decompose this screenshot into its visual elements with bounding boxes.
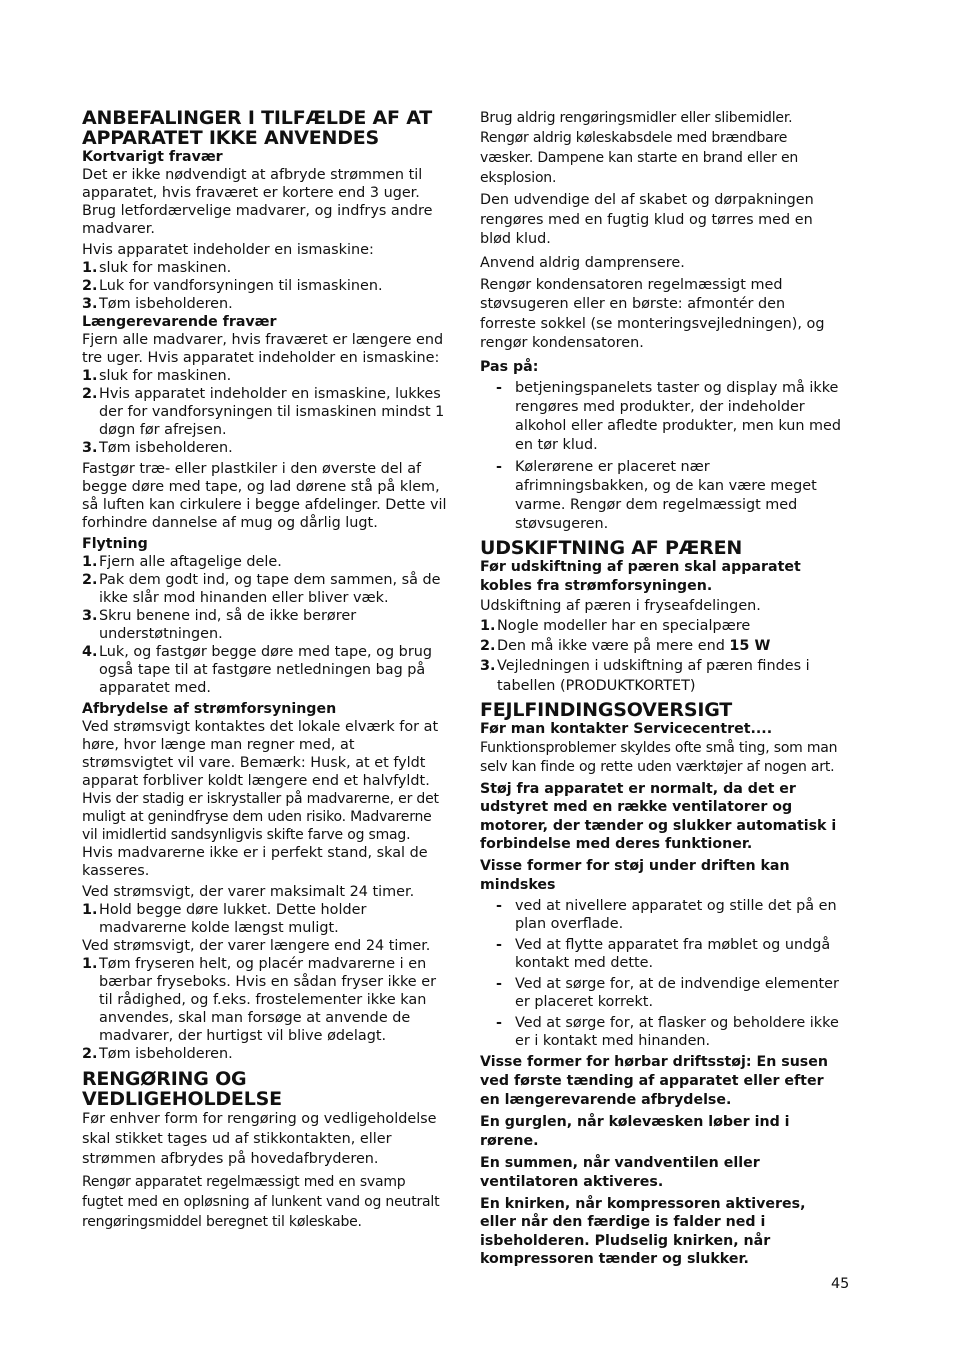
list-item: 2. Tøm isbeholderen.	[82, 1046, 233, 1062]
list-moving-steps	[82, 553, 448, 697]
list-icemaker-steps	[82, 259, 448, 313]
paragraph-cleaning-4: Den udvendige del af skabet og dørpakningen rengøres med en fugtig klud og tørres med en blød klud.	[480, 192, 814, 247]
list-item: 3. Tøm isbeholderen.	[82, 440, 233, 456]
list-power-steps-long	[82, 955, 448, 1063]
list-item: 3. Tøm isbeholderen.	[82, 296, 233, 312]
paragraph-bulb-intro: Udskiftning af pæren i fryseafdelingen.	[480, 597, 761, 614]
list-item: - Ved at sørge for, at flasker og beholdere ikke er i kontakt med hinanden.	[496, 1014, 839, 1049]
list-item: 3. Skru benene ind, så de ikke berører understøtningen.	[82, 608, 357, 642]
list-long-absence-steps	[82, 367, 448, 457]
heading-bulb: UDSKIFTNING AF PÆREN	[480, 536, 743, 559]
list-item: 2. Pak dem godt ind, og tape dem sammen, så de ikke slår mod hinanden eller bliver væk.	[82, 572, 441, 606]
paragraph-power-2: Hvis der stadig er iskrystaller på madvarerne, er det muligt at genindfryse dem uden risiko. Madvarerne vil imidlertid sandsynligvis skifte farve og smag.	[82, 791, 439, 843]
paragraph-hum: En summen, når vandventilen eller ventilatoren aktiveres.	[480, 1154, 760, 1190]
subheading-moving: Flytning	[82, 536, 148, 552]
list-item: - Kølerørene er placeret nær afrimningsbakken, og de kan være meget varme. Rengør dem regelmæssigt med støvsugeren.	[496, 458, 817, 532]
paragraph-bulb-warning: Før udskiftning af pæren skal apparatet kobles fra strømforsyningen.	[480, 558, 801, 594]
list-item: 2. Den må ikke være på mere end 15 W	[480, 637, 771, 654]
list-item: - betjeningspanelets taster og display må ikke rengøres med produkter, der indeholder alkohol eller afledte produkter, men kun med en tør klud.	[496, 379, 842, 453]
list-item: 1. Fjern alle aftagelige dele.	[82, 554, 282, 570]
left-column	[82, 108, 448, 1232]
subheading-long-absence: Længerevarende fravær	[82, 314, 277, 330]
subheading-caution: Pas på:	[480, 358, 539, 375]
list-power-steps-short	[82, 901, 448, 937]
paragraph-power-3: Hvis madvarerne ikke er i perfekt stand, skal de kasseres.	[82, 845, 428, 879]
list-bulb-steps	[480, 616, 844, 696]
list-item: 1. Hold begge døre lukket. Dette holder madvarerne kolde længst muligt.	[82, 902, 367, 936]
list-item: - ved at nivellere apparatet og stille det på en plan overflade.	[496, 897, 837, 932]
paragraph-cleaning-2: Rengør apparatet regelmæssigt med en svamp fugtet med en opløsning af lunkent vand og neutralt rengøringsmiddel beregnet til køleskabe.	[82, 1174, 440, 1230]
paragraph-cleaning-6: Rengør kondensatoren regelmæssigt med støvsugeren eller en børste: afmontér den forreste sokkel (se monteringsvejledningen), og rengør kondensatoren.	[480, 276, 825, 351]
paragraph-creak: En knirken, når kompressoren aktiveres, eller når den færdige is falder ned i isbeholderen. Pludselig knirken, når kompressoren tænder og slukker.	[480, 1195, 806, 1267]
list-noise-reduce	[480, 897, 844, 1050]
paragraph-door-wedges: Fastgør træ- eller plastkiler i den øverste del af begge døre med tape, og lad dørene stå på klem, så luften kan cirkulere i begge afdelinger. Dette vil forhindre dannelse af mug og dårlig lugt.	[82, 461, 447, 531]
paragraph-power-5: Ved strømsvigt, der varer længere end 24 timer.	[82, 938, 431, 954]
heading-troubleshooting: FEJLFINDINGSOVERSIGT	[480, 698, 733, 721]
subheading-short-absence: Kortvarigt fravær	[82, 149, 223, 165]
list-caution	[480, 379, 844, 534]
paragraph-cleaning-1: Før enhver form for rengøring og vedligeholdelse skal stikket tages ud af stikkontakten, eller strømmen afbrydes på hovedafbryderen.	[82, 1111, 437, 1167]
list-item: 3. Vejledningen i udskiftning af pæren findes i tabellen (PRODUKTKORTET)	[480, 657, 810, 694]
subheading-power-failure: Afbrydelse af strømforsyningen	[82, 701, 337, 717]
paragraph-power-4: Ved strømsvigt, der varer maksimalt 24 timer.	[82, 884, 415, 900]
paragraph-power-1: Ved strømsvigt kontaktes det lokale elværk for at høre, hvor længe man regner med, at strømsvigtet vil vare. Bemærk: Husk, at et fyldt apparat forbliver koldt længere end et halvfyldt.	[82, 719, 439, 789]
paragraph-long-absence: Fjern alle madvarer, hvis fraværet er længere end tre uger. Hvis apparatet indeholder en ismaskine:	[82, 332, 444, 366]
list-item: 2. Hvis apparatet indeholder en ismaskine, lukkes der for vandforsyningen til ismaskinen mindst 1 døgn før afrejsen.	[82, 386, 445, 438]
paragraph-small-problems: Funktionsproblemer skyldes ofte små ting, som man selv kan finde og rette uden værktøjer af nogen art.	[480, 739, 838, 775]
list-item: 2. Luk for vandforsyningen til ismaskinen.	[82, 278, 383, 294]
right-column	[480, 108, 844, 1269]
paragraph-audible-noise: Visse former for hørbar driftsstøj: En susen ved første tænding af apparatet eller efter en længerevarende afbrydelse.	[480, 1053, 828, 1108]
paragraph-cleaning-5: Anvend aldrig damprensere.	[480, 254, 685, 271]
paragraph-short-absence: Det er ikke nødvendigt at afbryde strømmen til apparatet, hvis fraværet er kortere end 3 uger. Brug letfordærvelige madvarer, og indfrys andre madvarer.	[82, 167, 433, 237]
paragraph-noise-normal: Støj fra apparatet er normalt, da det er udstyret med en række ventilatorer og motorer, der tænder og slukker automatisk i forbindelse med deres funktioner.	[480, 780, 837, 852]
paragraph-icemaker-intro: Hvis apparatet indeholder en ismaskine:	[82, 242, 374, 258]
page-number: 45	[831, 1276, 850, 1292]
list-item: 1. Nogle modeller har en specialpære	[480, 617, 751, 634]
list-item: 4. Luk, og fastgør begge døre med tape, og brug også tape til at fastgøre netledningen bag på apparatet med.	[82, 644, 432, 696]
paragraph-cleaning-3: Brug aldrig rengøringsmidler eller slibemidler. Rengør aldrig køleskabsdele med brændbare væsker. Dampene kan starte en brand eller en eksplosion.	[480, 110, 799, 186]
paragraph-before-service: Før man kontakter Servicecentret....	[480, 720, 773, 737]
paragraph-gurgle: En gurglen, når kølevæsken løber ind i rørene.	[480, 1113, 790, 1149]
list-item: 1. sluk for maskinen.	[82, 260, 232, 276]
list-item: 1. sluk for maskinen.	[82, 368, 232, 384]
list-item: - Ved at sørge for, at de indvendige elementer er placeret korrekt.	[496, 975, 839, 1010]
list-item: - Ved at flytte apparatet fra møblet og undgå kontakt med dette.	[496, 936, 831, 971]
paragraph-noise-reduce: Visse former for støj under driften kan mindskes	[480, 857, 790, 893]
heading-not-in-use: ANBEFALINGER I TILFÆLDE AF AT APPARATET IKKE ANVENDES	[82, 107, 433, 149]
heading-cleaning: RENGØRING OG VEDLIGEHOLDELSE	[82, 1068, 282, 1110]
list-item: 1. Tøm fryseren helt, og placér madvarerne i en bærbar fryseboks. Hvis en sådan fryser ikke er til rådighed, og f.eks. frostelementer ikke kan anvendes, skal man forsøge at anvende de madvarer, der hurtigst vil blive ødelagt.	[82, 956, 437, 1044]
